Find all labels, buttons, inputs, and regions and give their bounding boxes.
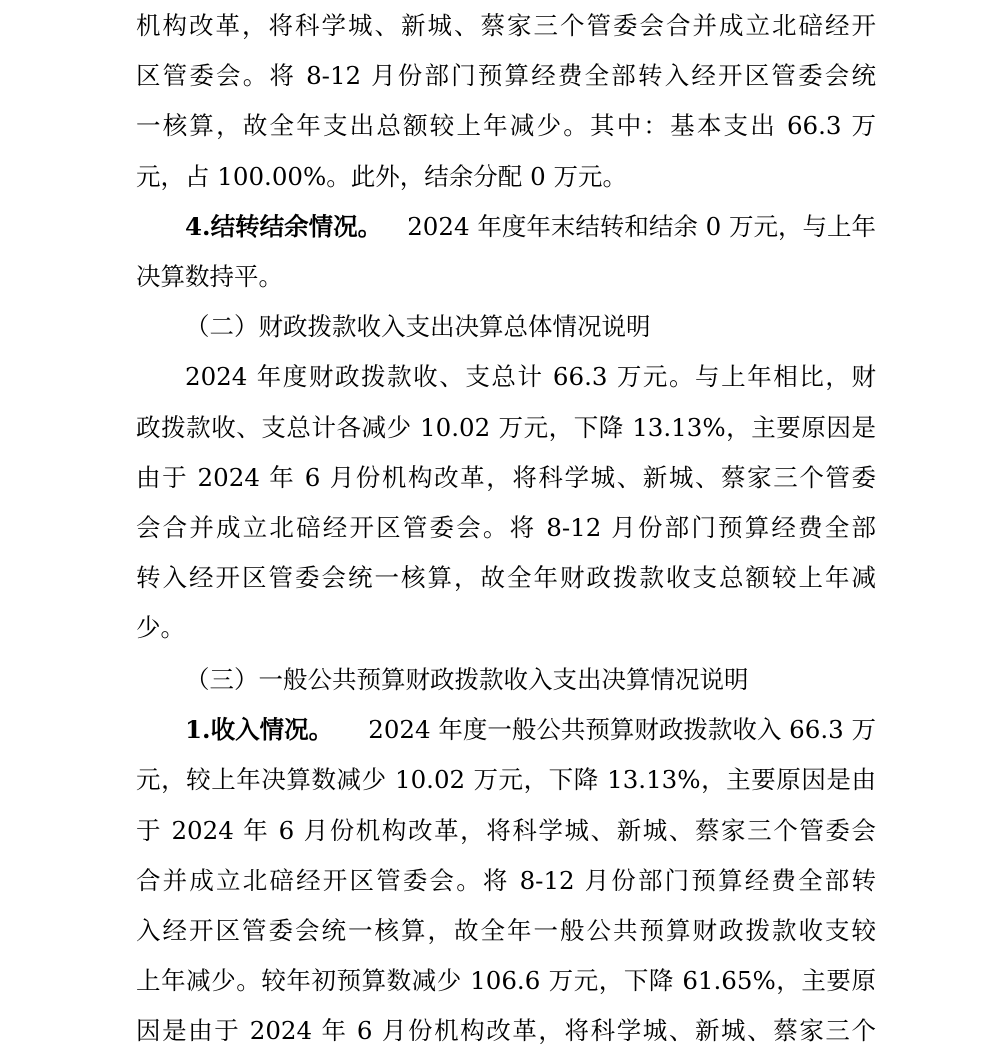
paragraph-line: 合并成立北碚经开区管委会。将 8-12 月份部门预算经费全部转 bbox=[136, 866, 876, 895]
paragraph-heading: 4.结转结余情况。 bbox=[185, 212, 383, 241]
paragraph-line: 上年减少。较年初预算数减少 106.6 万元，下降 61.65%，主要原 bbox=[136, 966, 876, 995]
paragraph-text: 2024 年度年末结转和结余 0 万元，与上年 bbox=[407, 212, 876, 241]
section-heading: （二）财政拨款收入支出决算总体情况说明 bbox=[185, 312, 651, 341]
paragraph-line: 一核算，故全年支出总额较上年减少。其中：基本支出 66.3 万 bbox=[136, 111, 876, 140]
paragraph-line: 元，较上年决算数减少 10.02 万元，下降 13.13%，主要原因是由 bbox=[136, 765, 876, 794]
paragraph-line: 转入经开区管委会统一核算，故全年财政拨款收支总额较上年减 bbox=[136, 563, 876, 592]
paragraph-line: 由于 2024 年 6 月份机构改革，将科学城、新城、蔡家三个管委 bbox=[136, 463, 876, 492]
paragraph-line: 区管委会。将 8-12 月份部门预算经费全部转入经开区管委会统 bbox=[136, 61, 876, 90]
paragraph-line: 入经开区管委会统一核算，故全年一般公共预算财政拨款收支较 bbox=[136, 916, 876, 945]
paragraph-line: 政拨款收、支总计各减少 10.02 万元，下降 13.13%，主要原因是 bbox=[136, 413, 876, 442]
paragraph-line bbox=[185, 710, 876, 750]
paragraph-line: 元，占 100.00%。此外，结余分配 0 万元。 bbox=[136, 162, 627, 191]
paragraph-line: 因是由于 2024 年 6 月份机构改革，将科学城、新城、蔡家三个 bbox=[136, 1016, 876, 1045]
paragraph-line: 决算数持平。 bbox=[136, 262, 283, 291]
paragraph-line: 2024 年度财政拨款收、支总计 66.3 万元。与上年相比，财 bbox=[185, 362, 876, 391]
section-heading: （三）一般公共预算财政拨款收入支出决算情况说明 bbox=[185, 665, 749, 694]
paragraph-line: 会合并成立北碚经开区管委会。将 8-12 月份部门预算经费全部 bbox=[136, 513, 876, 542]
paragraph-text: 2024 年度一般公共预算财政拨款收入 66.3 万 bbox=[368, 715, 876, 744]
paragraph-heading: 1.收入情况。 bbox=[185, 715, 334, 744]
paragraph-line: 机构改革，将科学城、新城、蔡家三个管委会合并成立北碚经开 bbox=[136, 11, 876, 40]
paragraph-line: 于 2024 年 6 月份机构改革，将科学城、新城、蔡家三个管委会 bbox=[136, 816, 876, 845]
paragraph-line bbox=[185, 207, 876, 247]
paragraph-line: 少。 bbox=[136, 613, 185, 642]
